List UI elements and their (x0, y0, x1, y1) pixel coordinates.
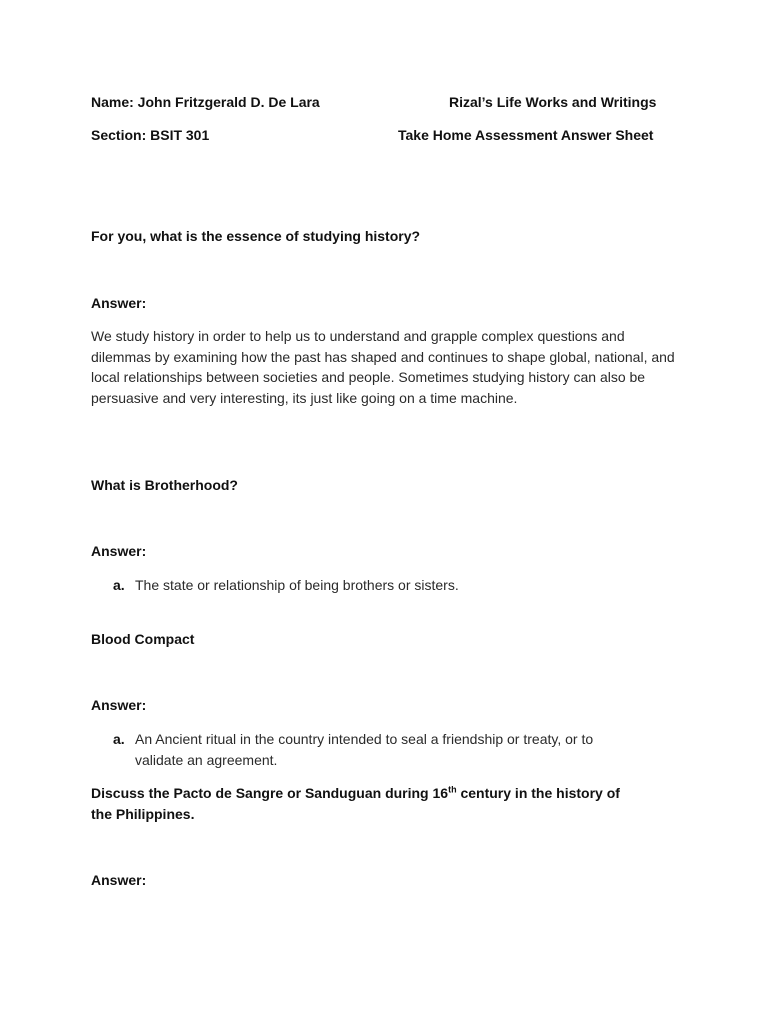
list-marker: a. (113, 577, 125, 593)
question-3: Blood Compact (91, 631, 195, 647)
answer-label-2: Answer: (91, 543, 147, 559)
course-title: Rizal’s Life Works and Writings (449, 94, 657, 110)
answer-label-3: Answer: (91, 697, 147, 713)
list-marker: a. (113, 731, 125, 747)
question-2: What is Brotherhood? (91, 477, 238, 493)
question-1: For you, what is the essence of studying history? (91, 228, 421, 244)
answer-text-3: An Ancient ritual in the country intended to seal a friendship or treaty, or to validate an agreement. (135, 731, 594, 768)
answer-label-4: Answer: (91, 872, 147, 888)
question-4-part-2: century in the history of (456, 785, 620, 801)
student-name: Name: John Fritzgerald D. De Lara (91, 94, 320, 110)
student-section: Section: BSIT 301 (91, 127, 210, 143)
question-4-part-1: Discuss the Pacto de Sangre or Sanduguan during 16 (91, 785, 449, 801)
answer-list-item-3 (91, 729, 651, 773)
answer-label-1: Answer: (91, 295, 147, 311)
sheet-title: Take Home Assessment Answer Sheet (398, 127, 654, 143)
answer-text-2: The state or relationship of being brothers or sisters. (135, 577, 459, 593)
question-4-line-2: the Philippines. (91, 806, 195, 822)
question-4 (91, 785, 620, 801)
answer-text-1: We study history in order to help us to understand and grapple complex questions and dilemmas by examining how the past has shaped and continues to shape global, national, and local relationships between societies and people. Sometimes studying history can also be persuasive and very interesting, its just like going on a time machine. (91, 328, 675, 406)
question-4-superscript: th (448, 784, 457, 795)
